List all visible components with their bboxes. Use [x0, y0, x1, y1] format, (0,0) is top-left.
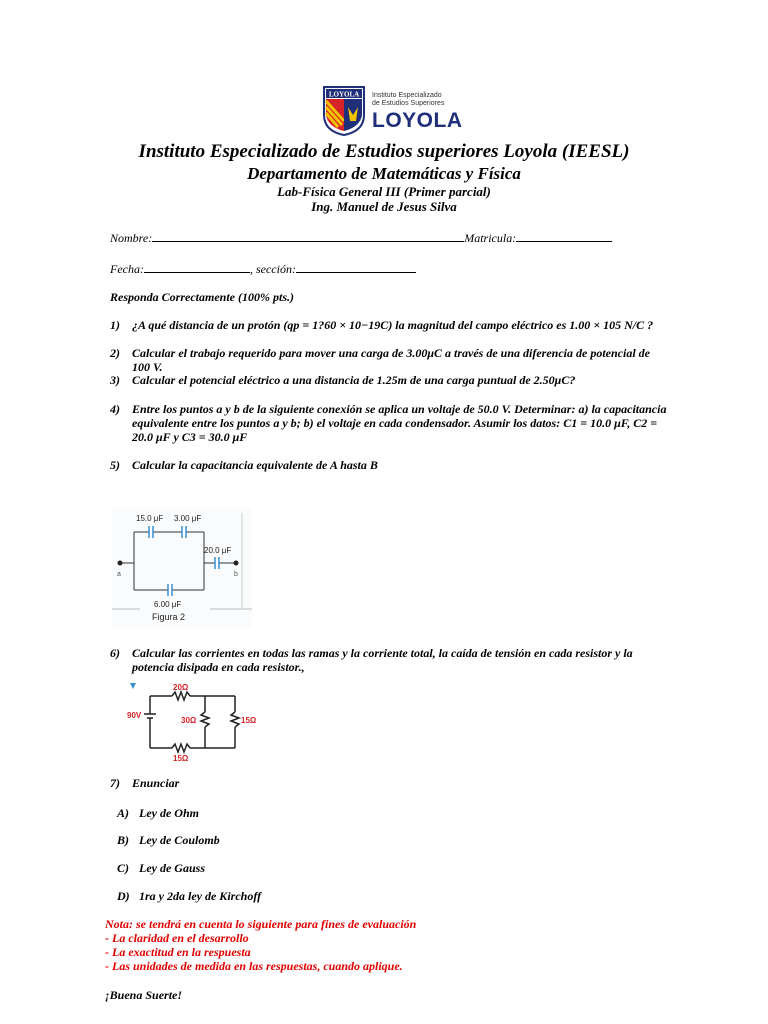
enunciar-item-a	[117, 806, 677, 820]
question-number: 1)	[110, 318, 120, 332]
question-number: 7)	[110, 776, 120, 790]
question-2	[110, 346, 670, 374]
evaluation-note-item-2: - La exactitud en la respuesta	[105, 945, 251, 959]
date-label: Fecha:	[110, 262, 144, 276]
name-blank[interactable]	[152, 229, 464, 242]
evaluation-note-item-1: - La claridad en el desarrollo	[105, 931, 249, 945]
institution-title: Instituto Especializado de Estudios superiores Loyola (IEESL)	[138, 141, 630, 162]
resistor-20-ohm	[172, 692, 190, 700]
logo-line-2: de Estudios Superiores	[372, 100, 445, 107]
question-text: Enunciar	[132, 776, 180, 790]
item-text: Ley de Coulomb	[139, 833, 220, 847]
question-5	[110, 458, 670, 472]
question-number: 2)	[110, 346, 120, 360]
matricula-label: Matricula:	[464, 231, 517, 245]
department-title: Departamento de Matemáticas y Física	[247, 164, 521, 183]
item-letter: B)	[117, 833, 129, 847]
enunciar-item-d	[117, 889, 677, 903]
section-label: , sección:	[249, 262, 296, 276]
label-r-bottom: 15Ω	[173, 754, 189, 763]
capacitor-circuit-diagram	[112, 508, 252, 628]
label-b: b	[234, 571, 238, 578]
name-label: Nombre:	[110, 231, 153, 245]
enunciar-item-c	[117, 861, 677, 875]
question-text: ¿A qué distancia de un protón (qp = 1?60 × 10−19C) la magnitud del campo eléctrico es 1.00 × 105 N/C ?	[132, 318, 654, 332]
label-r-top: 20Ω	[173, 683, 189, 692]
question-text: Entre los puntos a y b de la siguiente conexión se aplica un voltaje de 50.0 V. Determinar: a) la capacitancia equivalente entre los puntos a y b; b) el voltaje en cada condensador. Asumir los datos: C1 = 10.0 μF, C2 = 20.0 μF y C3 = 30.0 μF	[132, 402, 667, 444]
item-text: Ley de Ohm	[139, 806, 199, 820]
date-blank[interactable]	[144, 260, 250, 273]
date-field-row	[110, 260, 416, 277]
question-1	[110, 318, 670, 332]
terminal-a	[118, 561, 123, 566]
question-number: 4)	[110, 402, 120, 416]
question-number: 6)	[110, 646, 120, 660]
logo-line-1: Instituto Especializado	[372, 92, 442, 99]
question-7	[110, 776, 670, 790]
item-text: 1ra y 2da ley de Kirchoff	[139, 889, 262, 903]
item-letter: C)	[117, 861, 129, 875]
label-c3: 20.0 μF	[204, 546, 232, 555]
resistor-circuit-diagram	[125, 680, 260, 765]
figure-caption: Figura 2	[152, 612, 186, 622]
item-letter: D)	[117, 889, 130, 903]
matricula-blank[interactable]	[516, 229, 612, 242]
institution-logo	[322, 85, 463, 137]
question-number: 3)	[110, 373, 120, 387]
question-text: Calcular el potencial eléctrico a una distancia de 1.25m de una carga puntual de 2.50μC?	[132, 373, 576, 387]
question-number: 5)	[110, 458, 120, 472]
resistor-30-ohm	[201, 712, 209, 727]
label-r-mid: 30Ω	[181, 716, 197, 725]
arrow-icon	[130, 683, 136, 689]
closing-text: ¡Buena Suerte!	[105, 988, 183, 1002]
question-text: Calcular las corrientes en todas las ramas y la corriente total, la caída de tensión en cada resistor y la potencia disipada en cada resistor.,	[132, 646, 633, 674]
question-4	[110, 402, 670, 444]
terminal-b	[234, 561, 239, 566]
label-c2: 3.00 μF	[174, 514, 202, 523]
evaluation-note-item-3: - Las unidades de medida en las respuestas, cuando aplique.	[105, 959, 403, 973]
figure-resistor-circuit	[125, 680, 260, 765]
item-text: Ley de Gauss	[139, 861, 205, 875]
course-title: Lab-Física General III (Primer parcial)	[277, 184, 491, 199]
section-blank[interactable]	[296, 260, 416, 273]
label-a: a	[117, 571, 121, 578]
resistor-15-ohm-right	[231, 712, 239, 727]
name-field-row	[110, 229, 612, 246]
logo-subtitle	[372, 92, 444, 108]
item-letter: A)	[117, 806, 129, 820]
evaluation-note-title: Nota: se tendrá en cuenta lo siguiente para fines de evaluación	[105, 917, 417, 931]
label-r-right: 15Ω	[241, 716, 257, 725]
label-c1: 15.0 μF	[136, 514, 164, 523]
label-c4: 6.00 μF	[154, 600, 182, 609]
logo-name: LOYOLA	[372, 109, 463, 132]
shield-icon	[322, 85, 366, 137]
resistor-15-ohm-bottom	[172, 744, 190, 752]
question-6	[110, 646, 670, 674]
teacher-name: Ing. Manuel de Jesus Silva	[311, 199, 457, 214]
instructions: Responda Correctamente (100% pts.)	[110, 290, 294, 304]
label-source: 90V	[127, 711, 142, 720]
figure-2-capacitor-circuit	[112, 508, 252, 628]
logo-badge-text: LOYOLA	[328, 90, 360, 99]
enunciar-item-b	[117, 833, 677, 847]
question-3	[110, 373, 670, 387]
question-text: Calcular el trabajo requerido para mover una carga de 3.00μC a través de una diferencia de potencial de 100 V.	[132, 346, 650, 374]
question-text: Calcular la capacitancia equivalente de A hasta B	[132, 458, 378, 472]
